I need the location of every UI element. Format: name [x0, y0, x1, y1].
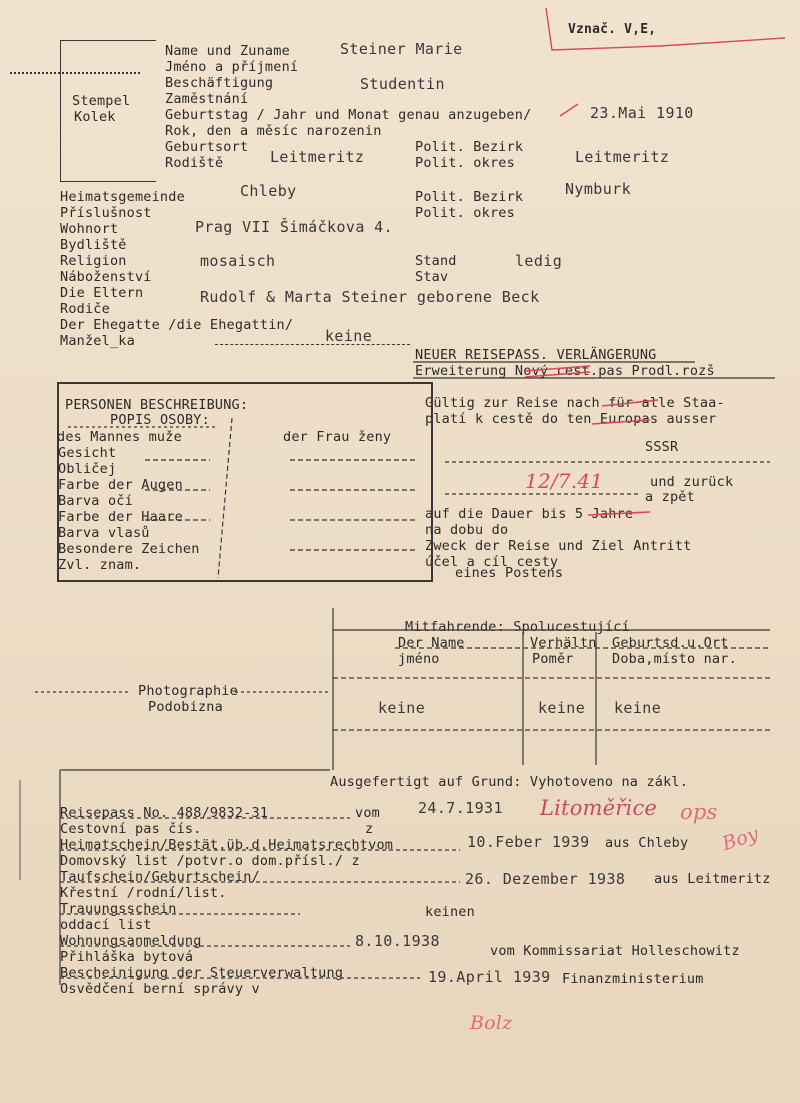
value-stand: ledig — [515, 252, 563, 270]
issued-row-9-date: 8.10.1938 — [355, 932, 440, 950]
value-religion: mosaisch — [200, 252, 276, 270]
companions-val-3: keine — [614, 699, 662, 717]
issued-row-5-date: 26. Dezember 1938 — [465, 870, 626, 888]
description-man: des Mannes muže — [57, 429, 182, 445]
issued-row-5-place: aus Leitmeritz — [654, 871, 771, 887]
issued-row-1: Reisepass No. 488/9832-31 — [60, 805, 269, 821]
dotted-line — [10, 72, 140, 74]
issued-row-11: Bescheinigung der Steuerverwaltung — [60, 965, 344, 981]
label-home-pol-cz: Polit. okres — [415, 205, 515, 221]
label-parents-cz: Rodiče — [60, 301, 110, 317]
companions-col3-cz: Doba,místo nar. — [612, 651, 737, 667]
issued-row-9: Wohnungsanmeldung — [60, 933, 202, 949]
classification-mark: Vznač. V,E, — [568, 22, 657, 37]
issued-row-3: Heimatschein/Bestät.üb.d.Heimatsrechtvom — [60, 837, 394, 853]
issued-row-1-signature-2: ops — [680, 800, 718, 824]
label-res-de: Wohnort — [60, 221, 119, 237]
value-birth: 23.Mai 1910 — [590, 104, 694, 122]
label-rel-cz: Náboženství — [60, 269, 152, 285]
label-res-cz: Bydliště — [60, 237, 127, 253]
label-home-de: Heimatsgemeinde — [60, 189, 185, 205]
issued-header: Ausgefertigt auf Grund: Vyhotoveno na zákl. — [330, 774, 689, 790]
label-birth-cz: Rok, den a měsíc narozenin — [165, 123, 382, 139]
passport-duration-2: na dobu do — [425, 522, 509, 538]
passport-valid-3: SSSR — [645, 439, 679, 455]
companions-val-2: keine — [538, 699, 586, 717]
label-job-cz: Zaměstnání — [165, 91, 249, 107]
value-parents: Rudolf & Marta Steiner geborene Beck — [200, 288, 540, 306]
issued-row-1-vom: vom — [355, 805, 380, 821]
desc-row-0: Gesicht — [58, 445, 117, 461]
passport-purpose-1: Zweck der Reise und Ziel Antritt — [425, 538, 692, 554]
label-home-pol-de: Polit. Bezirk — [415, 189, 524, 205]
issued-row-7: Trauungsschein — [60, 901, 177, 917]
passport-heading-1: NEUER REISEPASS. VERLÄNGERUNG — [415, 347, 657, 363]
desc-row-3: Barva očí — [58, 493, 133, 509]
issued-row-10: Přihláška bytová — [60, 949, 194, 965]
label-home-cz: Příslušnost — [60, 205, 152, 221]
passport-purpose-3: eines Postens — [455, 565, 564, 581]
passport-back-2: a zpět — [645, 489, 695, 505]
desc-row-5: Barva vlasů — [58, 525, 150, 541]
value-birth-district: Leitmeritz — [575, 148, 670, 166]
issued-row-2-z: z — [365, 821, 374, 837]
issued-row-2: Cestovní pas čís. — [60, 821, 202, 837]
issued-row-3-place: aus Chleby — [605, 835, 689, 851]
value-name: Steiner Marie — [340, 40, 463, 58]
value-spouse: keine — [325, 327, 373, 345]
desc-row-4: Farbe der Haare — [58, 509, 183, 525]
issued-row-4-mark: Boy — [719, 822, 762, 856]
issued-row-5: Taufschein/Geburtschein/ — [60, 869, 260, 885]
desc-row-7: Zvl. znam. — [58, 557, 142, 573]
issued-row-3-date: 10.Feber 1939 — [467, 833, 590, 851]
label-stand-cz: Stav — [415, 269, 449, 285]
issued-row-1-date: 24.7.1931 — [418, 799, 503, 817]
passport-valid-2: platí k cestě do ten Europas ausser — [425, 411, 717, 427]
label-parents-de: Die Eltern — [60, 285, 144, 301]
passport-duration-1: auf die Dauer bis 5 Jahre — [425, 506, 634, 522]
desc-row-6: Besondere Zeichen — [58, 541, 200, 557]
value-home-district: Nymburk — [565, 180, 632, 198]
value-home: Chleby — [240, 182, 297, 200]
label-birth-de: Geburtstag / Jahr und Monat genau anzugeben/ — [165, 107, 532, 123]
photo-label-de: Photographie — [138, 683, 238, 699]
label-birthplace-cz: Rodiště — [165, 155, 224, 171]
photo-label-cz: Podobizna — [148, 699, 223, 715]
issued-row-12-date: 19.April 1939 — [428, 968, 551, 986]
stamp-label-cz: Kolek — [74, 109, 116, 125]
label-name-cz: Jméno a příjmení — [165, 59, 299, 75]
companions-col1-de: Der Name — [398, 635, 465, 651]
bottom-red-mark: Bolz — [470, 1012, 513, 1034]
companions-col2-cz: Poměr — [532, 651, 574, 667]
value-birthplace: Leitmeritz — [270, 148, 365, 166]
label-rel-de: Religion — [60, 253, 127, 269]
value-residence: Prag VII Šimáčkova 4. — [195, 218, 394, 236]
description-woman: der Frau ženy — [283, 429, 392, 445]
label-stand-de: Stand — [415, 253, 457, 269]
passport-heading-2: Erweiterung Nový cest.pas Prodl.rozš — [415, 363, 715, 379]
passport-back-1: und zurück — [650, 474, 734, 490]
issued-row-7-value: keinen — [425, 904, 475, 920]
desc-row-1: Obličej — [58, 461, 117, 477]
label-pol-de: Polit. Bezirk — [415, 139, 524, 155]
passport-purpose-2: účel a cíl cesty — [425, 554, 559, 570]
companions-col1-cz: jméno — [398, 651, 440, 667]
issued-row-9-place: vom Kommissariat Holleschowitz — [490, 943, 740, 959]
label-job-de: Beschäftigung — [165, 75, 274, 91]
label-name-de: Name und Zuname — [165, 43, 290, 59]
description-title-cz: POPIS OSOBY: — [110, 412, 210, 428]
issued-row-6: Křestní /rodní/list. — [60, 885, 227, 901]
spouse-line — [215, 344, 410, 345]
issued-row-4: Domovský list /potvr.o dom.přísl./ z — [60, 853, 360, 869]
red-date-handwritten: 12/7.41 — [525, 469, 604, 493]
companions-header: Mitfahrende: Spolucestující — [405, 619, 630, 635]
issued-row-1-signature: Litoměřice — [540, 796, 658, 820]
value-job: Studentin — [360, 75, 445, 93]
stamp-label-de: Stempel — [72, 93, 131, 109]
companions-col3-de: Geburtsd.u.Ort — [612, 635, 729, 651]
label-spouse-cz: Manžel_ka — [60, 333, 135, 349]
companions-val-1: keine — [378, 699, 426, 717]
label-birthplace-de: Geburtsort — [165, 139, 249, 155]
issued-row-8: oddací list — [60, 917, 152, 933]
passport-valid-1: Gültig zur Reise nach für alle Staa- — [425, 395, 725, 411]
desc-row-2: Farbe der Augen — [58, 477, 183, 493]
companions-col2-de: Verhältn — [530, 635, 597, 651]
issued-row-12-place: Finanzministerium — [562, 971, 704, 987]
label-spouse-de: Der Ehegatte /die Ehegattin/ — [60, 317, 294, 333]
issued-row-12: Osvědčení berní správy v — [60, 981, 260, 997]
label-pol-cz: Polit. okres — [415, 155, 515, 171]
description-title-de: PERSONEN BESCHREIBUNG: — [65, 397, 249, 413]
